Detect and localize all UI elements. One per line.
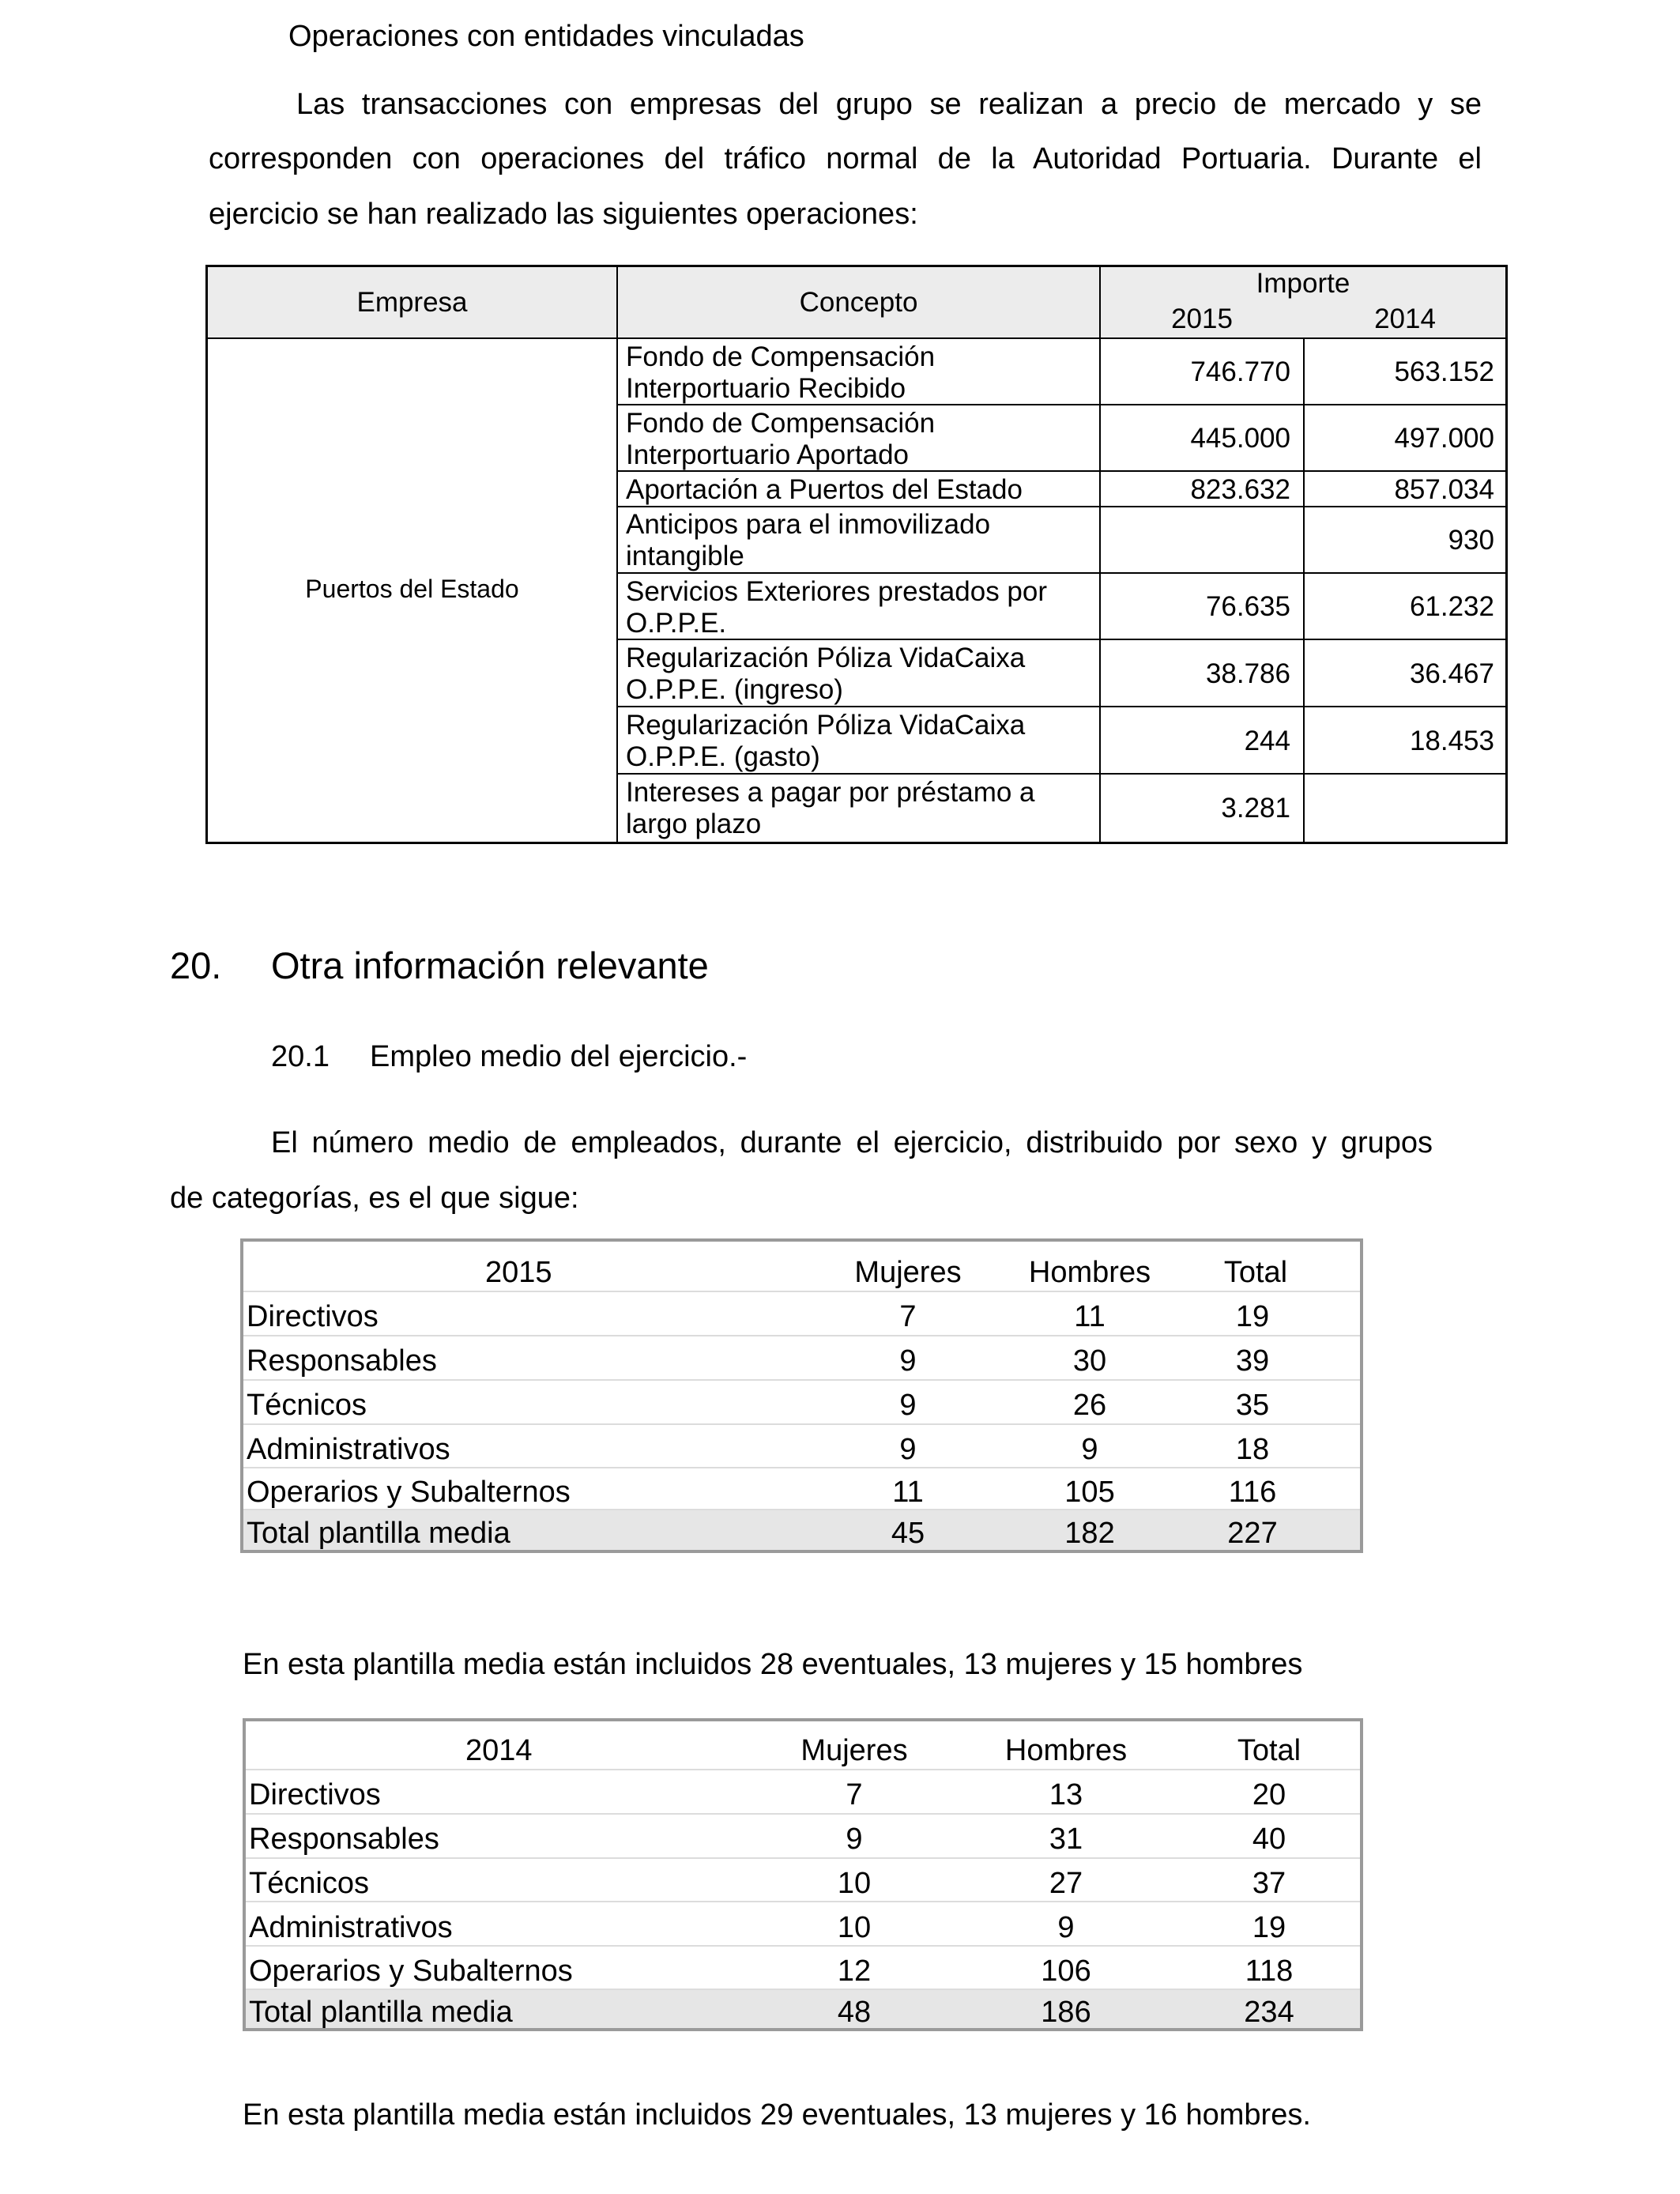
value-total: 234 (1244, 1996, 1294, 2029)
concepto-line2: Interportuario Recibido (626, 373, 906, 404)
value-mujeres: 7 (899, 1300, 917, 1333)
value-mujeres: 10 (837, 1867, 872, 1900)
section-para-line2: de categorías, es el que sigue: (170, 1182, 579, 1215)
value-total: 118 (1245, 1955, 1294, 1988)
section-para-line1: El número medio de empleados, durante el ejercicio, distribuido por sexo y grupos (271, 1126, 1433, 1159)
concepto-line1: Intereses a pagar por préstamo a (626, 777, 1035, 808)
row-label: Total plantilla media (247, 1517, 510, 1550)
section-title: Otra información relevante (271, 944, 709, 986)
subsection-title: Empleo medio del ejercicio.- (370, 1040, 748, 1073)
value-hombres: 9 (1081, 1433, 1098, 1466)
header-total: Total (1237, 1734, 1301, 1767)
value-mujeres: 9 (899, 1433, 917, 1466)
row-divider (243, 1423, 1360, 1425)
concepto-line2: largo plazo (626, 809, 762, 839)
concepto-line2: Interportuario Aportado (626, 439, 910, 470)
value-hombres: 9 (1057, 1911, 1075, 1944)
value-hombres: 182 (1064, 1517, 1115, 1550)
value-mujeres: 9 (846, 1823, 863, 1856)
value-2014: 930 (1448, 525, 1494, 556)
value-2015: 244 (1244, 726, 1290, 756)
value-total: 19 (1252, 1911, 1286, 1944)
empresa-puertos-del-estado: Puertos del Estado (305, 575, 519, 603)
value-total: 18 (1235, 1433, 1270, 1466)
concepto-line1: Fondo de Compensación (626, 341, 936, 372)
value-total: 227 (1227, 1517, 1278, 1550)
row-divider (243, 1509, 1360, 1510)
value-2015: 445.000 (1190, 423, 1290, 454)
concepto-line1: Regularización Póliza VidaCaixa (626, 643, 1026, 673)
value-mujeres: 48 (837, 1996, 872, 2029)
row-label: Técnicos (249, 1867, 370, 1900)
value-total: 40 (1252, 1823, 1286, 1856)
row-label: Total plantilla media (249, 1996, 513, 2029)
concepto-line2: intangible (626, 541, 744, 571)
value-total: 20 (1252, 1778, 1286, 1811)
value-2015: 746.770 (1190, 356, 1290, 387)
value-2015: 76.635 (1205, 591, 1290, 622)
value-total: 39 (1235, 1344, 1270, 1378)
row-label: Responsables (249, 1823, 439, 1856)
section-number: 20. (170, 944, 222, 986)
related-heading: Operaciones con entidades vinculadas (288, 20, 804, 53)
value-mujeres: 7 (846, 1778, 863, 1811)
related-para-line3: ejercicio se han realizado las siguientes operaciones: (209, 198, 918, 231)
value-mujeres: 10 (837, 1911, 872, 1944)
row-divider (243, 1379, 1360, 1381)
concepto-line1: Aportación a Puertos del Estado (626, 474, 1023, 505)
value-hombres: 106 (1041, 1955, 1091, 1988)
header-concepto: Concepto (799, 287, 918, 318)
header-mujeres: Mujeres (800, 1734, 908, 1767)
row-divider (246, 1945, 1360, 1947)
concepto-line1: Fondo de Compensación (626, 408, 936, 439)
value-hombres: 13 (1049, 1778, 1083, 1811)
header-total: Total (1223, 1256, 1288, 1289)
value-total: 37 (1252, 1867, 1286, 1900)
header-hombres: Hombres (1004, 1734, 1128, 1767)
row-divider (243, 1467, 1360, 1468)
table-year: 2014 (465, 1734, 533, 1767)
table-vline (1303, 337, 1305, 842)
value-mujeres: 12 (837, 1955, 872, 1988)
table-hline (616, 506, 1505, 507)
value-2015: 823.632 (1190, 474, 1290, 505)
header-2015: 2015 (1171, 303, 1233, 334)
value-2014: 61.232 (1409, 591, 1494, 622)
concepto-line1: Regularización Póliza VidaCaixa (626, 710, 1026, 741)
value-2014: 36.467 (1409, 658, 1494, 689)
table-vline (616, 267, 618, 842)
row-label: Responsables (247, 1344, 437, 1378)
value-hombres: 11 (1074, 1300, 1106, 1333)
row-divider (246, 1857, 1360, 1859)
row-label: Directivos (249, 1778, 381, 1811)
row-divider (243, 1291, 1360, 1292)
value-mujeres: 11 (892, 1476, 924, 1509)
value-2014: 857.034 (1394, 474, 1494, 505)
concepto-line2: O.P.P.E. (gasto) (626, 741, 820, 772)
value-2014: 497.000 (1394, 423, 1494, 454)
row-divider (243, 1335, 1360, 1336)
value-mujeres: 9 (899, 1389, 917, 1422)
value-2014: 563.152 (1394, 356, 1494, 387)
value-hombres: 30 (1072, 1344, 1107, 1378)
value-total: 116 (1228, 1476, 1277, 1509)
value-2015: 38.786 (1205, 658, 1290, 689)
header-hombres: Hombres (1028, 1256, 1151, 1289)
value-total: 35 (1235, 1389, 1270, 1422)
header-2014: 2014 (1374, 303, 1436, 334)
header-empresa: Empresa (356, 287, 468, 318)
value-2014: 18.453 (1409, 726, 1494, 756)
value-hombres: 31 (1049, 1823, 1083, 1856)
row-divider (246, 1769, 1360, 1770)
concepto-line1: Servicios Exteriores prestados por (626, 576, 1047, 607)
concepto-line1: Anticipos para el inmovilizado (626, 509, 991, 540)
table-year: 2015 (485, 1256, 552, 1289)
table-hline (616, 572, 1505, 574)
row-label: Administrativos (249, 1911, 453, 1944)
note-2014: En esta plantilla media están incluidos 29 eventuales, 13 mujeres y 16 hombres. (243, 2098, 1311, 2132)
row-divider (246, 1901, 1360, 1902)
value-hombres: 27 (1049, 1867, 1083, 1900)
employee-table-2014 (243, 1718, 1363, 2031)
concepto-line2: O.P.P.E. (ingreso) (626, 674, 843, 705)
value-mujeres: 9 (899, 1344, 917, 1378)
header-importe: Importe (1256, 268, 1350, 299)
concepto-line2: O.P.P.E. (626, 608, 727, 639)
value-total: 19 (1235, 1300, 1270, 1333)
row-label: Directivos (247, 1300, 379, 1333)
table-hline (616, 773, 1505, 775)
row-label: Técnicos (247, 1389, 367, 1422)
table-hline (616, 639, 1505, 640)
value-hombres: 105 (1064, 1476, 1115, 1509)
note-2015: En esta plantilla media están incluidos 28 eventuales, 13 mujeres y 15 hombres (243, 1648, 1303, 1681)
row-divider (246, 1989, 1360, 1990)
value-hombres: 26 (1072, 1389, 1107, 1422)
value-2015: 3.281 (1221, 793, 1290, 824)
header-mujeres: Mujeres (854, 1256, 962, 1289)
row-label: Operarios y Subalternos (249, 1955, 573, 1988)
table-hline (208, 337, 1505, 339)
row-divider (246, 1813, 1360, 1815)
related-operations-table (205, 265, 1508, 844)
value-hombres: 186 (1041, 1996, 1091, 2029)
row-label: Administrativos (247, 1433, 450, 1466)
value-mujeres: 45 (891, 1517, 925, 1550)
employee-table-2015 (240, 1238, 1363, 1553)
row-label: Operarios y Subalternos (247, 1476, 571, 1509)
related-para-line2: corresponden con operaciones del tráfico normal de la Autoridad Portuaria. Durante el (209, 142, 1482, 175)
subsection-number: 20.1 (271, 1040, 330, 1073)
table-hline (616, 706, 1505, 707)
related-para-line1: Las transacciones con empresas del grupo se realizan a precio de mercado y se (296, 88, 1482, 121)
